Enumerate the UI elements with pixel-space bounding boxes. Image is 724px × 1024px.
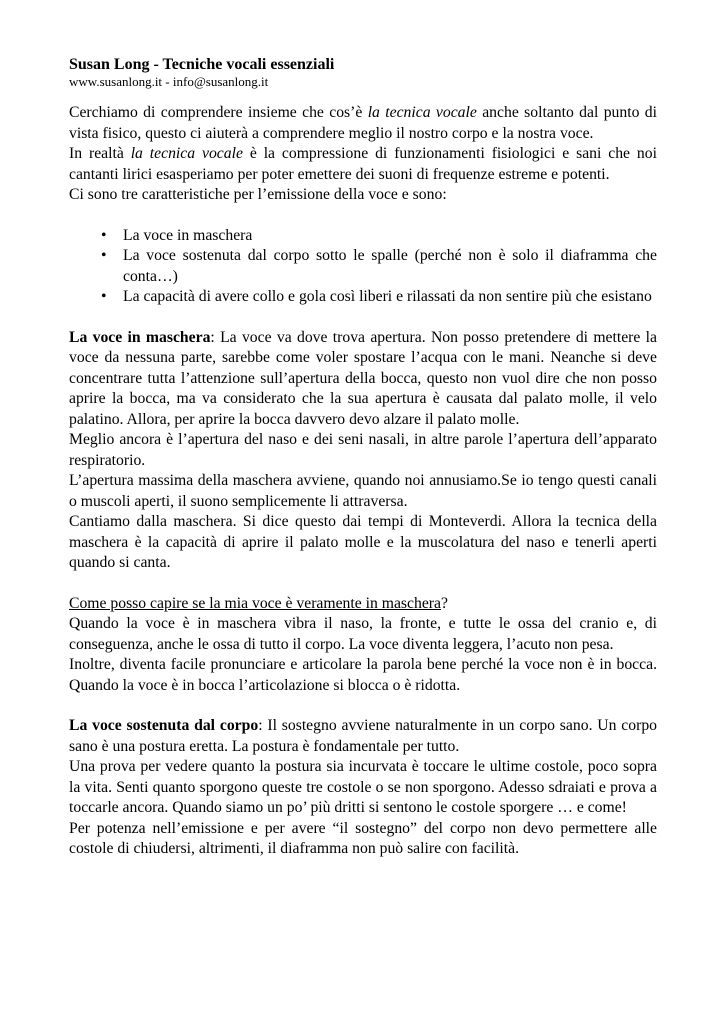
- maschera-paragraph-1: La voce in maschera: La voce va dove trova apertura. Non posso pretendere di mettere la voce da nessuna parte, sarebbe come voler spostare l’acqua con le mani. Neanche si deve concentrare tutta l’attenzione sull’apertura della bocca, questo non vuol dire che non posso aprire la bocca, ma va considerato che la sua apertura è causata dal palato molle, il velo palatino. Allora, per aprire la bocca davvero devo alzare il palato molle.: [69, 328, 658, 428]
- maschera-paragraph-2: Meglio ancora è l’apertura del naso e dei seni nasali, in altre parole l’apertura dell’apparato respiratorio.: [69, 431, 657, 469]
- sostenuta-paragraph-2: Una prova per vedere quanto la postura sia incurvata è toccare le ultime costole, poco sopra la vita. Senti quanto sporgono queste tre costole o se non sporgono. Adesso sdraiati e prova a toccarle ancora. Quando siamo un po’ più dritti si sentono le costole sporgere … e come!: [69, 758, 657, 816]
- sostenuta-paragraph-1: La voce sostenuta dal corpo: Il sostegno avviene naturalmente in un corpo sano. Un corpo sano è una postura eretta. La postura è fondamentale per tutto.: [69, 717, 658, 755]
- maschera-paragraph-4: Cantiamo dalla maschera. Si dice questo dai tempi di Monteverdi. Allora la tecnica della maschera è la capacità di aprire il palato molle e la muscolatura del naso e tenerli aperti quando si canta.: [69, 513, 657, 571]
- question-paragraph-2: Inoltre, diventa facile pronunciare e articolare la parola bene perché la voce non è in bocca. Quando la voce è in bocca l’articolazione si blocca o è ridotta.: [69, 656, 657, 694]
- intro-paragraph-1: Cerchiamo di comprendere insieme che cos’è la tecnica vocale anche soltanto dal punto di vista fisico, questo ci aiuterà a comprendere meglio il nostro corpo e la nostra voce.: [69, 104, 657, 142]
- document-title: Susan Long - Tecniche vocali essenziali: [69, 56, 335, 73]
- intro-paragraph-3: Ci sono tre caratteristiche per l’emissione della voce e sono:: [69, 186, 447, 203]
- bullet-icon: •: [101, 288, 107, 305]
- question-line: Come posso capire se la mia voce è veramente in maschera?: [69, 594, 448, 612]
- list-item: • La voce in maschera: [123, 226, 657, 247]
- section-heading: La voce in maschera: [69, 328, 211, 346]
- contact-line: www.susanlong.it - info@susanlong.it: [69, 74, 269, 89]
- document-page: [69, 55, 657, 860]
- list-item: • La capacità di avere collo e gola così liberi e rilassati da non sentire più che esistano: [123, 287, 657, 308]
- characteristics-list: [69, 226, 657, 308]
- list-item: • La voce sostenuta dal corpo sotto le spalle (perché non è solo il diaframma che conta…): [101, 247, 657, 285]
- intro-paragraph-2: In realtà la tecnica vocale è la compressione di funzionamenti fisiologici e sani che noi cantanti lirici esasperiamo per poter emettere dei suoni di frequenze estreme e potenti.: [69, 145, 657, 183]
- maschera-paragraph-3: L’apertura massima della maschera avviene, quando noi annusiamo.Se io tengo questi canali o muscoli aperti, il suono semplicemente li attraversa.: [69, 472, 657, 510]
- section-heading: La voce sostenuta dal corpo: [69, 717, 259, 734]
- sostenuta-paragraph-3: Per potenza nell’emissione e per avere “il sostegno” del corpo non devo permettere alle costole di chiudersi, altrimenti, il diaframma non può salire con facilità.: [69, 819, 657, 857]
- question-paragraph-1: Quando la voce è in maschera vibra il naso, la fronte, e tutte le ossa del cranio e, di conseguenza, anche le ossa di tutto il corpo. La voce diventa leggera, l’acuto non pesa.: [69, 615, 657, 653]
- bullet-icon: •: [101, 247, 107, 264]
- bullet-icon: •: [101, 226, 107, 244]
